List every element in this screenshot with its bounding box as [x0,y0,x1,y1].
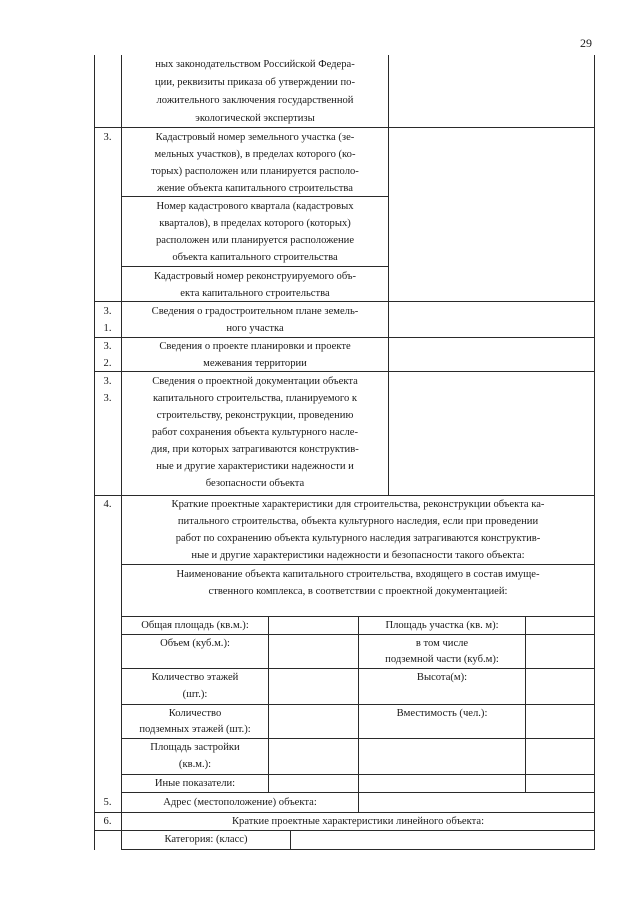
page-number: 29 [580,36,592,50]
inner-col-2-lower [358,792,359,812]
row4-number: 4. [103,499,112,510]
row32-line-2: межевания территории [203,358,307,369]
inner-col-1-bottom [290,830,291,850]
table-left-border [94,55,95,850]
row3c-line-1: Кадастровый номер реконструируемого объ- [154,271,356,282]
row31-line-2: ного участка [226,323,284,334]
row32-line-1: Сведения о проекте планировки и проекте [159,341,351,352]
row33-number-a: 3. [103,376,112,387]
plot-area-label: Площадь участка (кв. м): [385,620,499,631]
floors-line-1: Количество этажей [151,672,239,683]
built-area-line-1: Площадь застройки [150,742,240,753]
address-label: Адрес (местоположение) объекта: [163,797,317,808]
underground-volume-line-2: подземной части (куб.м): [385,654,499,665]
row3c-line-2: екта капитального строительства [180,288,330,299]
category-label: Категория: (класс) [164,834,248,845]
underground-floors-line-2: подземных этажей (шт.): [139,724,251,735]
row3b-line-4: объекта капитального строительства [172,252,338,263]
linear-object-heading: Краткие проектные характеристики линейного объекта: [231,816,485,827]
row4-line-4: ные и другие характеристики надежности и безопасности такого объекта: [191,550,525,561]
rule [121,564,595,565]
underground-volume-line-1: в том числе [415,638,469,649]
floors-line-2: (шт.): [182,689,208,700]
row2-line-4: экологической экспертизы [195,113,315,124]
built-area-line-2: (кв.м.): [178,759,212,770]
capacity-label: Вместимость (чел.): [396,708,488,719]
other-indicators-label: Иные показатели: [154,778,236,789]
row33-line-4: работ сохранения объекта культурного насле- [151,427,358,438]
row4-name-line-1: Наименование объекта капитального строительства, входящего в состав имуще- [176,569,540,580]
row4-name-line-2: ственного комплекса, в соответствии с проектной документацией: [208,586,508,597]
row33-line-3: строительству, реконструкции, проведению [156,410,354,421]
row3-line-2: мельных участков), в пределах которого (ко- [154,149,356,160]
table-right-border [594,55,595,850]
row2-line-2: ции, реквизиты приказа об утверждении по- [155,77,355,88]
row33-line-7: безопасности объекта [205,478,305,489]
value-column-border [388,55,389,495]
underground-floors-line-1: Количество [168,708,222,719]
row3-line-3: торых) расположен или планируется располо- [151,166,359,177]
row3-line-1: Кадастровый номер земельного участка (зе- [155,132,355,143]
row3-number: 3. [103,132,112,143]
row5-number: 5. [103,797,112,808]
volume-label: Объем (куб.м.): [160,638,230,649]
row3b-line-2: кварталов), в пределах которого (которых) [159,218,351,229]
row31-line-1: Сведения о градостроительном плане земель- [151,306,359,317]
row33-line-6: ные и другие характеристики надежности и [156,461,354,472]
row6-number: 6. [103,816,112,827]
row33-line-1: Сведения о проектной документации объекта [152,376,358,387]
row33-number-b: 3. [103,393,112,404]
row31-number-a: 3. [103,306,112,317]
height-label: Высота(м): [416,672,468,683]
row33-line-5: дия, при которых затрагиваются конструктив- [151,444,359,455]
rule [94,127,595,128]
row3-line-4: жение объекта капитального строительства [157,183,353,194]
row2-line-1: ных законодательством Российской Федера- [155,59,355,70]
row3b-line-1: Номер кадастрового квартала (кадастровых [156,201,354,212]
row4-line-1: Краткие проектные характеристики для строительства, реконструкции объекта ка- [171,499,545,510]
rule [121,792,595,793]
row2-line-3: ложительного заключения государственной [156,95,354,106]
rule [121,849,595,850]
row33-line-2: капитального строительства, планируемого к [152,393,358,404]
total-area-label: Общая площадь (кв.м.): [141,620,249,631]
row32-number-a: 3. [103,341,112,352]
rule [121,266,388,267]
row3b-line-3: расположен или планируется расположение [155,235,355,246]
row4-line-3: работ по сохранению объекта культурного наследия затрагиваются конструктив- [175,533,541,544]
row32-number-b: 2. [103,358,112,369]
row31-number-b: 1. [103,323,112,334]
row4-line-2: питального строительства, объекта культурного наследия, если при проведении [177,516,539,527]
